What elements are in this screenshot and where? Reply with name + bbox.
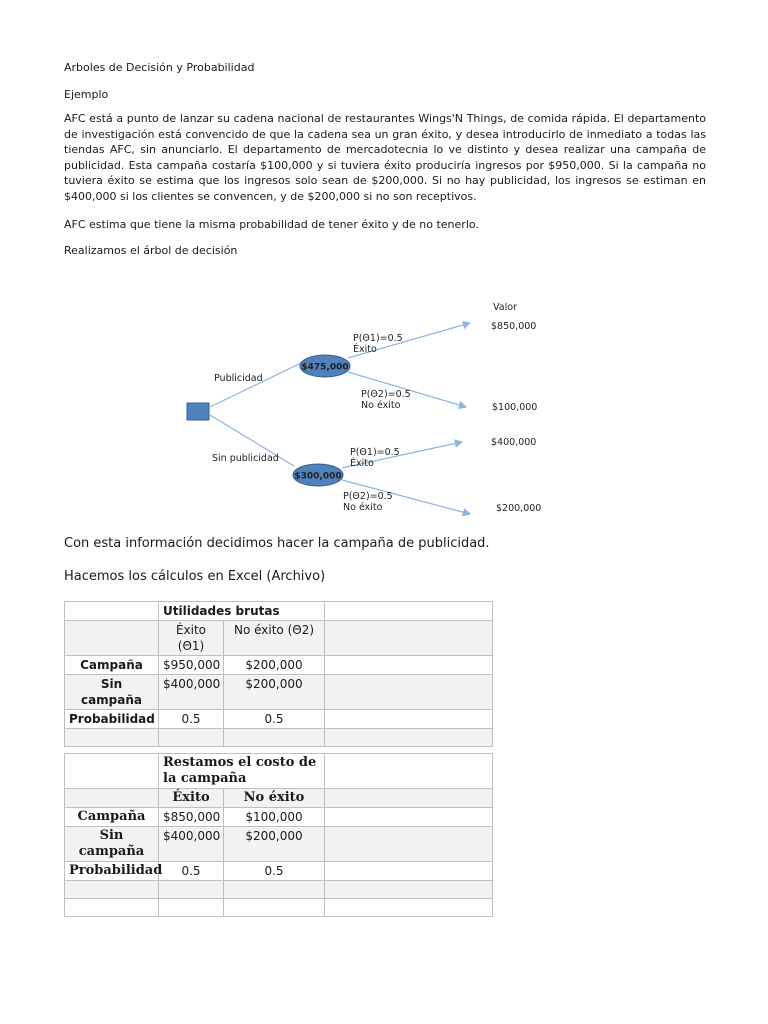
intro-paragraph: AFC está a punto de lanzar su cadena nacional de restaurantes Wings'N Things, de comida rápida. El departamento de investigación está convencido de que la cadena sea un gran éxito, y desea introducirlo de inmediato a todas las tiendas AFC, sin anunciarlo. El departamento de mercadotecnia lo ve distinto y desea realizar una campaña de publicidad. Esta campaña costaría $100,000 y si tuviera éxito produciría ingresos por $950,000. Si la campaña no tuviera éxito se estima que los ingresos solo sean de $200,000. Si no hay publicidad, los ingresos se estiman en $400,000 si los clientes se convencen, y de $200,000 si no son receptivos. bbox=[64, 112, 706, 203]
table-row bbox=[65, 827, 493, 862]
doc-title: Arboles de Decisión y Probabilidad bbox=[64, 61, 255, 74]
decision-node bbox=[187, 403, 209, 420]
table1-cell: 0.5 bbox=[159, 710, 224, 729]
decision-text: Con esta información decidimos hacer la campaña de publicidad. bbox=[64, 536, 490, 551]
table2-row-label: Probabilidad bbox=[65, 862, 159, 881]
table2-cell: $850,000 bbox=[159, 808, 224, 827]
decision-tree bbox=[180, 290, 580, 525]
table2-cell: $400,000 bbox=[159, 827, 224, 862]
table-row bbox=[65, 862, 493, 881]
value-1: $850,000 bbox=[491, 321, 537, 332]
table-row bbox=[65, 729, 493, 747]
prob-pub-noexito: P(Θ2)=0.5 bbox=[361, 389, 411, 400]
table1-col2: No éxito (Θ2) bbox=[224, 621, 325, 656]
table1-row-label: Sin campaña bbox=[65, 675, 159, 710]
table1-cell: $200,000 bbox=[224, 656, 325, 675]
branch-line-publicidad bbox=[210, 363, 301, 407]
table-row bbox=[65, 621, 493, 656]
table1-col1: Éxito (Θ1) bbox=[159, 621, 224, 656]
excel-text: Hacemos los cálculos en Excel (Archivo) bbox=[64, 569, 326, 584]
section-label: Ejemplo bbox=[64, 88, 109, 101]
table1-cell: $950,000 bbox=[159, 656, 224, 675]
prob-sin-exito: P(Θ1)=0.5 bbox=[350, 447, 400, 458]
table1-row-label: Probabilidad bbox=[65, 710, 159, 729]
table2-cell: $200,000 bbox=[224, 827, 325, 862]
prob-sin-noexito: P(Θ2)=0.5 bbox=[343, 491, 393, 502]
table-row bbox=[65, 710, 493, 729]
table1-row-label: Campaña bbox=[65, 656, 159, 675]
table-row bbox=[65, 602, 493, 621]
label-sin-exito: Éxito bbox=[350, 458, 374, 469]
table2-col1: Éxito bbox=[159, 789, 224, 808]
table-row bbox=[65, 789, 493, 808]
value-header: Valor bbox=[493, 302, 517, 313]
table-row bbox=[65, 899, 493, 917]
table2-cell: 0.5 bbox=[224, 862, 325, 881]
table1-cell: $200,000 bbox=[224, 675, 325, 710]
label-sin-noexito: No éxito bbox=[343, 502, 383, 513]
table2-cell: $100,000 bbox=[224, 808, 325, 827]
value-4: $200,000 bbox=[496, 503, 542, 514]
table2-row-label: Campaña bbox=[65, 808, 159, 827]
table-costo-campana bbox=[64, 753, 493, 917]
label-pub-exito: Éxito bbox=[353, 344, 377, 355]
table-row bbox=[65, 675, 493, 710]
table2-col2: No éxito bbox=[224, 789, 325, 808]
value-2: $100,000 bbox=[492, 402, 538, 413]
label-pub-noexito: No éxito bbox=[361, 400, 401, 411]
table-row bbox=[65, 881, 493, 899]
table-row bbox=[65, 656, 493, 675]
node-pub-value: $475,000 bbox=[301, 362, 349, 373]
table2-row-label: Sin campaña bbox=[65, 827, 159, 862]
value-3: $400,000 bbox=[491, 437, 537, 448]
table1-cell: 0.5 bbox=[224, 710, 325, 729]
node-sin-value: $300,000 bbox=[294, 471, 342, 482]
probability-note: AFC estima que tiene la misma probabilidad de tener éxito y de no tenerlo. bbox=[64, 218, 479, 231]
table-row bbox=[65, 754, 493, 789]
table2-header: Restamos el costo de la campaña bbox=[159, 754, 325, 789]
branch-label-publicidad: Publicidad bbox=[214, 373, 263, 384]
prob-pub-exito: P(Θ1)=0.5 bbox=[353, 333, 403, 344]
table-row bbox=[65, 808, 493, 827]
tree-intro: Realizamos el árbol de decisión bbox=[64, 244, 238, 257]
table1-cell: $400,000 bbox=[159, 675, 224, 710]
branch-label-sin: Sin publicidad bbox=[212, 453, 279, 464]
table2-cell: 0.5 bbox=[159, 862, 224, 881]
table1-header: Utilidades brutas bbox=[159, 602, 325, 621]
table-utilidades-brutas bbox=[64, 601, 493, 747]
